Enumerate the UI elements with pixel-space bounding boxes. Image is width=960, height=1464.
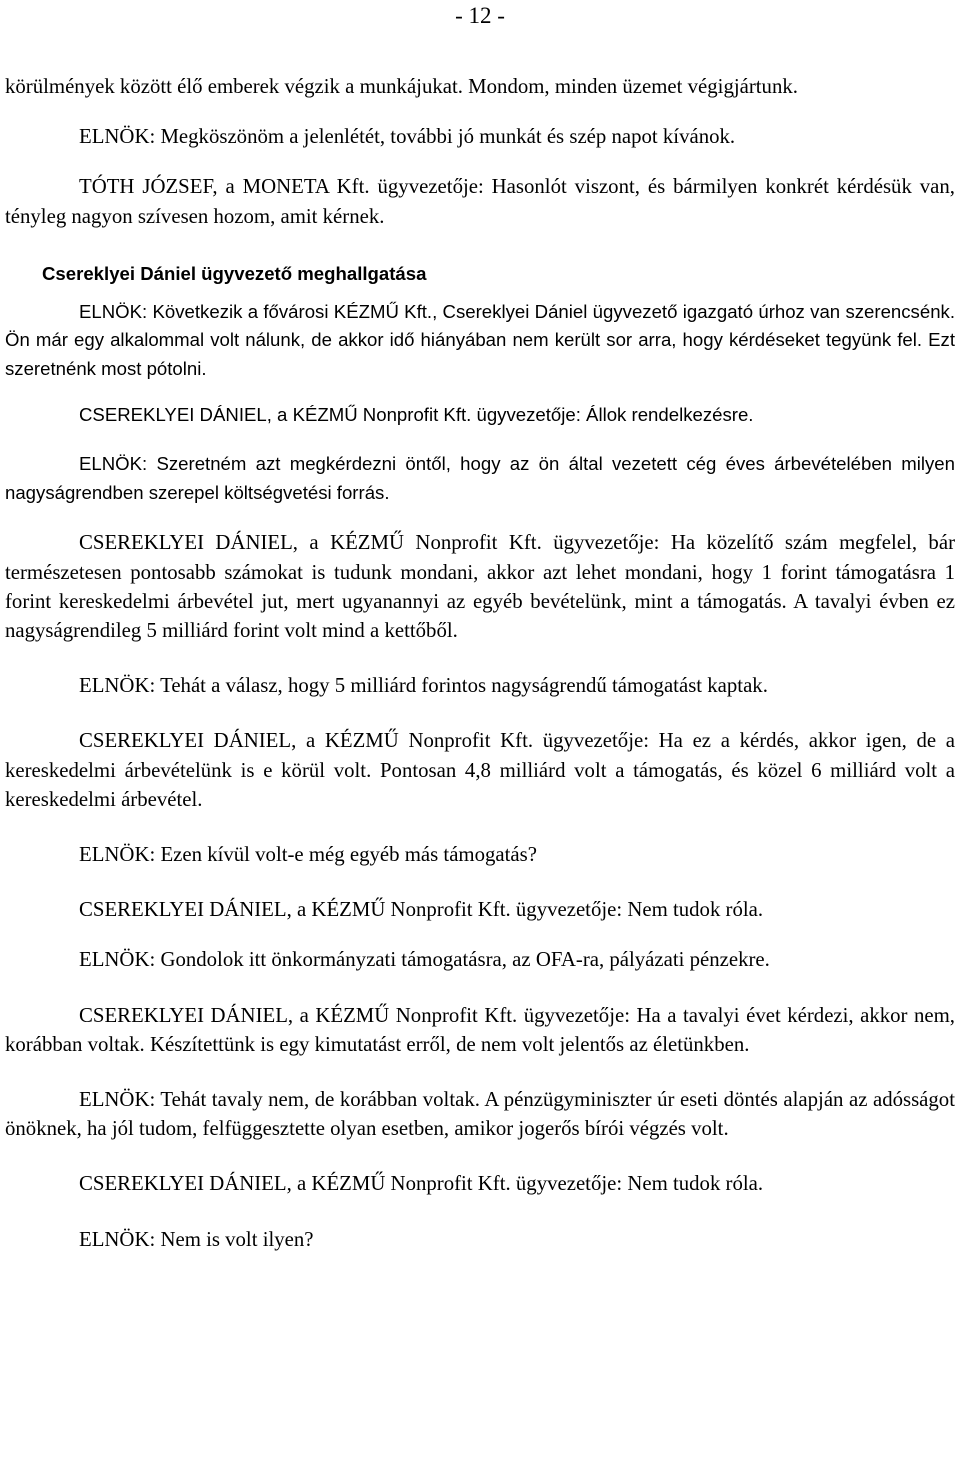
paragraph-chair-municipal: ELNÖK: Gondolok itt önkormányzati támogatásra, az OFA-ra, pályázati pénzekre. xyxy=(79,948,770,972)
paragraph-csereklyei-ready: CSEREKLYEI DÁNIEL, a KÉZMŰ Nonprofit Kft. ügyvezetője: Állok rendelkezésre. xyxy=(79,403,754,425)
section-heading: Csereklyei Dániel ügyvezető meghallgatása xyxy=(42,262,427,284)
paragraph-chair-summary: ELNÖK: Tehát a válasz, hogy 5 milliárd forintos nagyságrendű támogatást kaptak. xyxy=(79,674,768,698)
paragraph-chair-final-question: ELNÖK: Nem is volt ilyen? xyxy=(79,1227,314,1251)
paragraph-toth-reply: TÓTH JÓZSEF, a MONETA Kft. ügyvezetője: Hasonlót viszont, és bármilyen konkrét kérdésük van, tényleg nagyon szívesen hozom, amit kérnek. xyxy=(5,175,955,228)
paragraph-csereklyei-revenue: CSEREKLYEI DÁNIEL, a KÉZMŰ Nonprofit Kft. ügyvezetője: Ha közelítő szám megfelel, bár természetesen pontosabb számokat is tudunk mondani, akkor azt lehet mondani, hogy 1 forint támogatásra 1 forint kereskedelmi árbevétel jut, mert ugyanannyi az egyéb bevételünk, mint a támogatás. A tavalyi évben ez nagyságrendileg 5 milliárd forint volt mind a kettőből. xyxy=(5,531,955,642)
document-body xyxy=(5,72,955,1254)
paragraph-chair-intro: ELNÖK: Következik a fővárosi KÉZMŰ Kft., Csereklyei Dániel ügyvezető igazgató úrhoz van szerencsénk. Ön már egy alkalommal volt nálunk, de akkor idő hiányában nem került sor arra, hogy kérdéseket tegyünk fel. Ezt szeretnénk most pótolni. xyxy=(5,300,955,379)
paragraph-csereklyei-unknown-2: CSEREKLYEI DÁNIEL, a KÉZMŰ Nonprofit Kft. ügyvezetője: Nem tudok róla. xyxy=(79,1172,764,1196)
paragraph-csereklyei-figures: CSEREKLYEI DÁNIEL, a KÉZMŰ Nonprofit Kft. ügyvezetője: Ha ez a kérdés, akkor igen, de a kereskedelmi árbevételünk is e körül volt. Pontosan 4,8 milliárd volt a támogatás, és közel 6 milliárd volt a kereskedelmi árbevétel. xyxy=(5,729,955,811)
page-number: - 12 - xyxy=(455,3,505,28)
paragraph-csereklyei-last-year: CSEREKLYEI DÁNIEL, a KÉZMŰ Nonprofit Kft. ügyvezetője: Ha a tavalyi évet kérdezi, akkor nem, korábban voltak. Készítettünk is egy kimutatást erről, de nem volt jelentős az életünkben. xyxy=(5,1003,955,1056)
paragraph-chair-question-revenue: ELNÖK: Szeretném azt megkérdezni öntől, hogy az ön által vezetett cég éves árbevételében milyen nagyságrendben szerepel költségvetési forrás. xyxy=(5,453,955,503)
paragraph-chair-other-support: ELNÖK: Ezen kívül volt-e még egyéb más támogatás? xyxy=(79,843,537,866)
paragraph-continuation: körülmények között élő emberek végzik a munkájukat. Mondom, minden üzemet végigjártunk. xyxy=(5,75,798,98)
paragraph-csereklyei-unknown-1: CSEREKLYEI DÁNIEL, a KÉZMŰ Nonprofit Kft. ügyvezetője: Nem tudok róla. xyxy=(79,898,764,922)
paragraph-chair-thanks: ELNÖK: Megköszönöm a jelenlétét, további jó munkát és szép napot kívánok. xyxy=(79,125,736,149)
paragraph-chair-minister: ELNÖK: Tehát tavaly nem, de korábban voltak. A pénzügyminiszter úr eseti döntés alapján az adósságot önöknek, ha jól tudom, felfüggesztette olyan esetben, amikor jogerős bírói végzés volt. xyxy=(5,1088,955,1141)
